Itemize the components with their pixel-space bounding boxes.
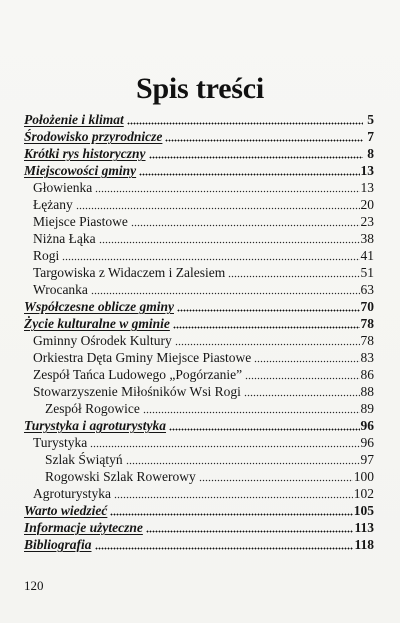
dot-leader bbox=[254, 353, 359, 363]
dot-leader bbox=[228, 268, 359, 278]
dot-leader bbox=[76, 200, 360, 210]
toc-entry bbox=[24, 298, 374, 315]
dot-leader bbox=[127, 115, 363, 125]
toc-entry-page-number: 23 bbox=[360, 214, 374, 229]
dot-leader bbox=[95, 540, 354, 550]
toc-entry bbox=[24, 502, 374, 519]
toc-entry-label: Agroturystyka bbox=[33, 486, 111, 501]
toc-entry-label: Położenie i klimat bbox=[24, 112, 124, 127]
toc-entry-page-number: 86 bbox=[360, 367, 374, 382]
dot-leader bbox=[62, 251, 359, 261]
dot-leader bbox=[131, 217, 360, 227]
dot-leader bbox=[169, 421, 359, 431]
toc-entry-page-number: 5 bbox=[367, 112, 374, 127]
toc-entry bbox=[24, 179, 374, 196]
toc-entry bbox=[24, 196, 374, 213]
toc-entry bbox=[24, 128, 374, 145]
toc-entry bbox=[24, 332, 374, 349]
toc-entry-label: Orkiestra Dęta Gminy Miejsce Piastowe bbox=[33, 350, 252, 365]
toc-entry-page-number: 13 bbox=[360, 180, 374, 195]
dot-leader bbox=[143, 404, 360, 414]
toc-entry bbox=[24, 417, 374, 434]
toc-entry bbox=[24, 349, 374, 366]
toc-entry-label: Targowiska z Widaczem i Zalesiem bbox=[33, 265, 226, 280]
toc-entry-page-number: 118 bbox=[354, 537, 374, 552]
toc-entry-label: Rogi bbox=[33, 248, 60, 263]
toc-entry-label: Rogowski Szlak Rowerowy bbox=[45, 469, 196, 484]
dot-leader bbox=[199, 472, 353, 482]
toc-entry-label: Zespół Tańca Ludowego „Pogórzanie” bbox=[33, 367, 243, 382]
toc-entry-label: Wrocanka bbox=[33, 282, 88, 297]
dot-leader bbox=[110, 506, 352, 516]
toc-entry-label: Szlak Świątyń bbox=[45, 452, 123, 467]
toc-entry bbox=[24, 485, 374, 502]
table-of-contents-title: Spis treści bbox=[135, 72, 265, 105]
dot-leader bbox=[139, 166, 359, 176]
dot-leader bbox=[175, 336, 360, 346]
dot-leader bbox=[165, 132, 363, 142]
toc-entry bbox=[24, 230, 374, 247]
toc-entry-page-number: 51 bbox=[360, 265, 374, 280]
toc-entry bbox=[24, 111, 374, 128]
toc-entry-page-number: 88 bbox=[360, 384, 374, 399]
toc-entry-page-number: 8 bbox=[367, 146, 374, 161]
toc-entry-label: Warto wiedzieć bbox=[24, 503, 108, 518]
toc-entry-page-number: 7 bbox=[367, 129, 374, 144]
toc-entry-page-number: 102 bbox=[353, 486, 374, 501]
toc-entry bbox=[24, 400, 374, 417]
toc-entry bbox=[24, 451, 374, 468]
dot-leader bbox=[91, 285, 360, 295]
toc-entry bbox=[24, 213, 374, 230]
toc-entry-page-number: 41 bbox=[360, 248, 374, 263]
dot-leader bbox=[126, 455, 360, 465]
toc-entry-page-number: 20 bbox=[360, 197, 374, 212]
table-of-contents-list bbox=[24, 111, 374, 553]
toc-entry-label: Zespół Rogowice bbox=[45, 401, 140, 416]
toc-entry-label: Niżna Łąka bbox=[33, 231, 96, 246]
toc-entry bbox=[24, 247, 374, 264]
page-number: 120 bbox=[24, 578, 44, 593]
toc-entry-page-number: 97 bbox=[360, 452, 374, 467]
toc-entry-label: Bibliografia bbox=[24, 537, 92, 552]
toc-entry bbox=[24, 281, 374, 298]
toc-entry-label: Krótki rys historyczny bbox=[24, 146, 146, 161]
toc-entry-page-number: 105 bbox=[353, 503, 374, 518]
dot-leader bbox=[177, 302, 360, 312]
toc-entry-label: Środowisko przyrodnicze bbox=[24, 129, 163, 144]
dot-leader bbox=[245, 370, 359, 380]
dot-leader bbox=[90, 438, 359, 448]
toc-entry-page-number: 96 bbox=[360, 418, 374, 433]
dot-leader bbox=[114, 489, 353, 499]
toc-entry bbox=[24, 434, 374, 451]
toc-entry-label: Łężany bbox=[33, 197, 73, 212]
dot-leader bbox=[244, 387, 360, 397]
dot-leader bbox=[99, 234, 360, 244]
toc-entry-label: Współczesne oblicze gminy bbox=[24, 299, 174, 314]
toc-entry-label: Życie kulturalne w gminie bbox=[24, 316, 170, 331]
dot-leader bbox=[149, 149, 363, 159]
toc-entry-label: Stowarzyszenie Miłośników Wsi Rogi bbox=[33, 384, 241, 399]
toc-entry-page-number: 113 bbox=[354, 520, 374, 535]
toc-entry bbox=[24, 468, 374, 485]
toc-entry-page-number: 78 bbox=[360, 333, 374, 348]
dot-leader bbox=[146, 523, 354, 533]
toc-entry-label: Turystyka bbox=[33, 435, 88, 450]
toc-entry-label: Gminny Ośrodek Kultury bbox=[33, 333, 172, 348]
toc-entry-page-number: 96 bbox=[360, 435, 374, 450]
toc-entry bbox=[24, 145, 374, 162]
toc-entry bbox=[24, 315, 374, 332]
toc-entry-page-number: 38 bbox=[360, 231, 374, 246]
toc-entry bbox=[24, 162, 374, 179]
toc-entry bbox=[24, 536, 374, 553]
dot-leader bbox=[95, 183, 359, 193]
toc-entry-page-number: 70 bbox=[360, 299, 374, 314]
toc-entry-label: Turystyka i agroturystyka bbox=[24, 418, 167, 433]
toc-entry-label: Miejsce Piastowe bbox=[33, 214, 128, 229]
dot-leader bbox=[173, 319, 360, 329]
toc-entry bbox=[24, 264, 374, 281]
toc-entry-label: Miejscowości gminy bbox=[24, 163, 137, 178]
toc-entry-label: Głowienka bbox=[33, 180, 93, 195]
toc-entry bbox=[24, 383, 374, 400]
toc-entry-page-number: 13 bbox=[360, 163, 374, 178]
toc-entry-label: Informacje użyteczne bbox=[24, 520, 143, 535]
toc-entry-page-number: 100 bbox=[353, 469, 374, 484]
toc-entry-page-number: 63 bbox=[360, 282, 374, 297]
toc-entry bbox=[24, 366, 374, 383]
toc-entry-page-number: 83 bbox=[360, 350, 374, 365]
toc-entry bbox=[24, 519, 374, 536]
toc-entry-page-number: 78 bbox=[360, 316, 374, 331]
toc-entry-page-number: 89 bbox=[360, 401, 374, 416]
